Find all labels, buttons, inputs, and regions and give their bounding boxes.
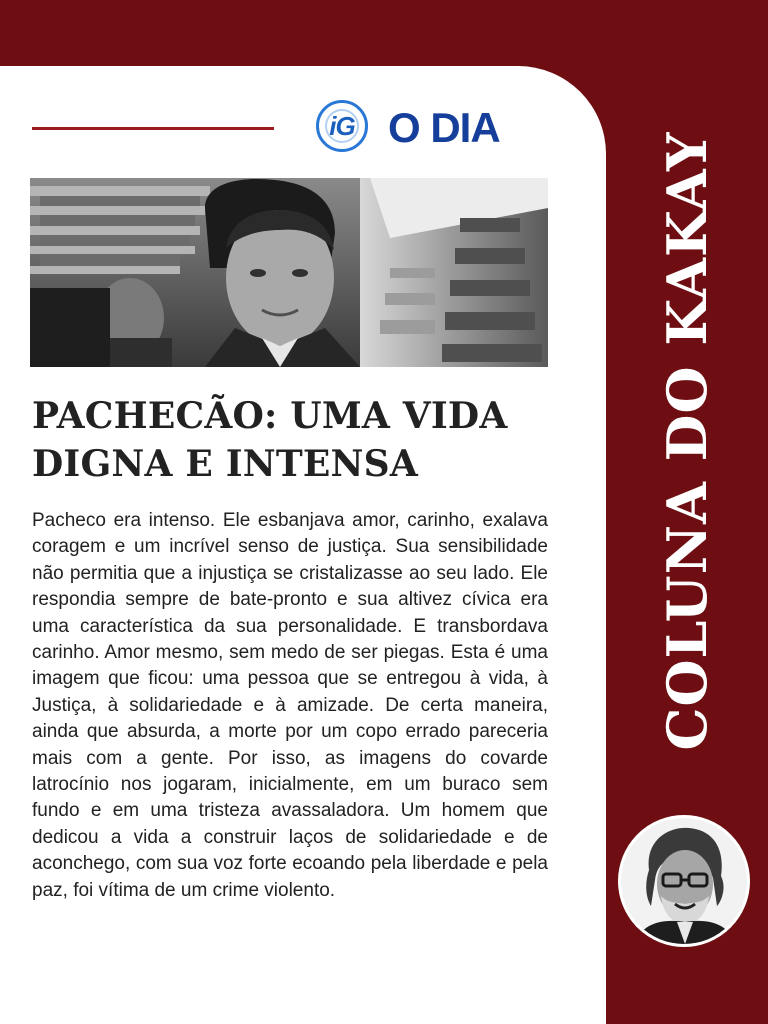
portrait-photo-icon bbox=[30, 178, 548, 367]
header-rule bbox=[32, 127, 274, 130]
ig-logo bbox=[316, 100, 368, 152]
article-photo bbox=[30, 178, 548, 367]
column-title: COLUNA DO KAKAY bbox=[655, 131, 719, 751]
ig-logo-text: iG bbox=[329, 110, 355, 141]
columnist-avatar bbox=[618, 815, 750, 947]
article-body: Pacheco era intenso. Ele esbanjava amor, carinho, exalava coragem e um incrível senso de justiça. Sua sensibilidade não permitia que a injustiça se cristalizasse ao seu lado. Ele respondia sempre de bate-pronto e sua altivez cívica era uma característica da sua personalidade. E transbordava carinho. Amor mesmo, sem medo de ser piegas. Esta é uma imagem que ficou: uma pessoa que se entregou à vida, à Justiça, à solidariedade e à amizade. De certa maneira, ainda que absurda, a morte por um copo errado pareceria mais com a gente. Por isso, as imagens do covarde latrocínio nos jogaram, inicialmente, em um buraco sem fundo e em uma tristeza avassaladora. Um homem que dedicou a vida a construir laços de solidariedade e de aconchego, com sua voz forte ecoando pela liberdade e pela paz, foi vítima de um crime violento. bbox=[32, 510, 548, 901]
columnist-avatar-icon bbox=[621, 818, 747, 944]
o-dia-logo: O DIA bbox=[388, 104, 500, 151]
article-title: PACHECÃO: UMA VIDA DIGNA E INTENSA bbox=[32, 395, 508, 485]
